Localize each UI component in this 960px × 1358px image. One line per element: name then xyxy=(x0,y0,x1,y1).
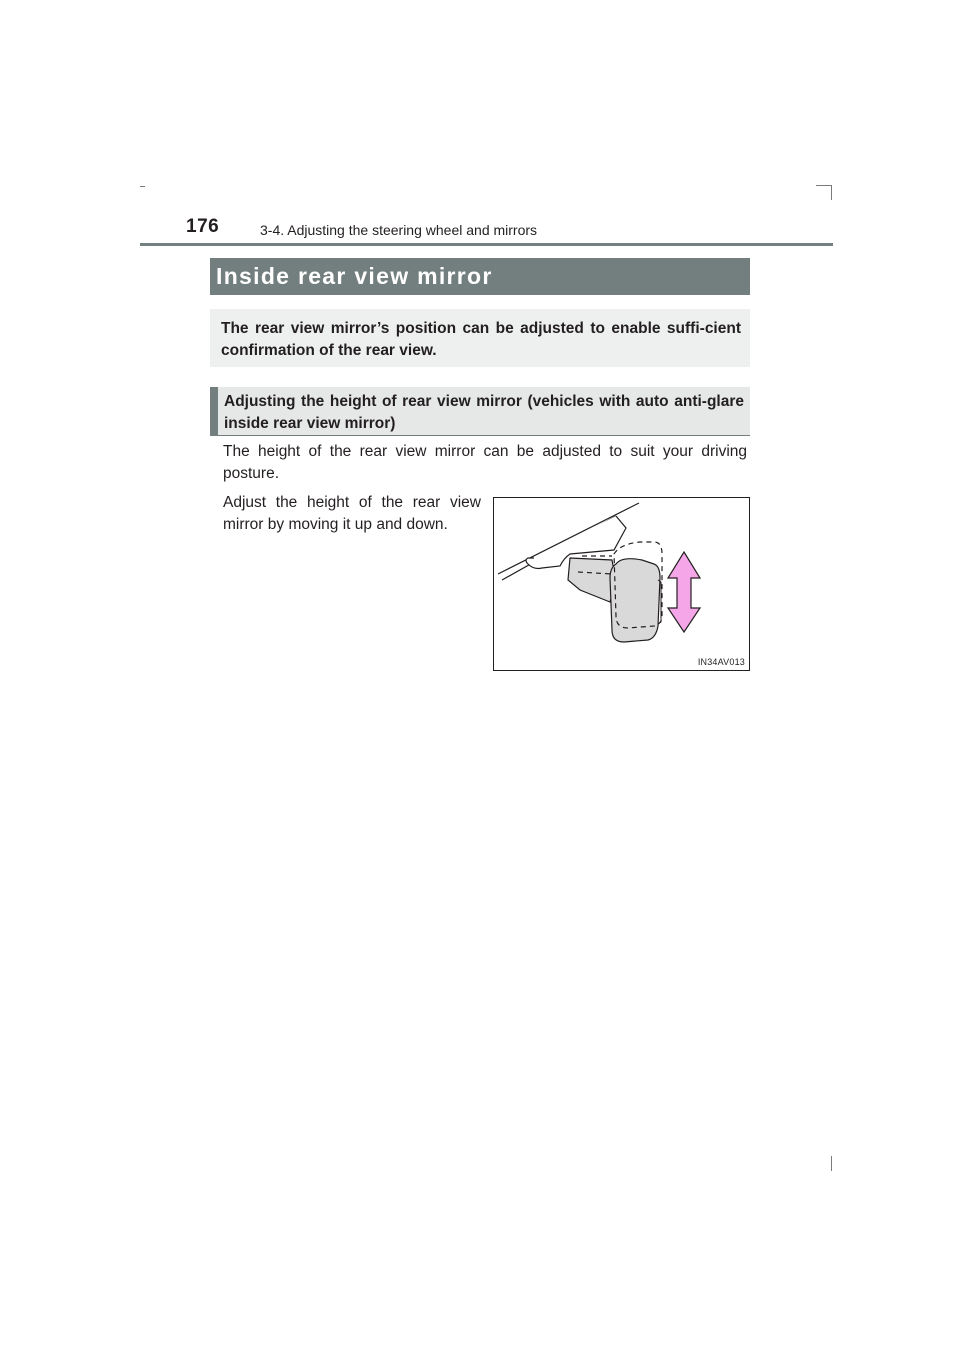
subsection-heading: Adjusting the height of rear view mirror (vehicles with auto anti-glare inside rear view mirror) xyxy=(210,387,750,436)
chapter-title: 3-4. Adjusting the steering wheel and mirrors xyxy=(260,222,538,238)
up-down-arrow xyxy=(668,552,700,632)
crop-mark xyxy=(140,186,145,187)
section-intro: The rear view mirror’s position can be adjusted to enable suffi-cient confirmation of the rear view. xyxy=(210,309,750,367)
crop-mark xyxy=(831,1156,832,1171)
paragraph: The height of the rear view mirror can be adjusted to suit your driving posture. xyxy=(223,443,747,482)
figure-code: IN34AV013 xyxy=(697,657,745,667)
paragraph: Adjust the height of the rear view mirror by moving it up and down. xyxy=(223,494,481,533)
section-title: Inside rear view mirror xyxy=(210,258,750,295)
crop-mark xyxy=(816,185,832,186)
page-number: 176 xyxy=(186,216,220,237)
mirror-body xyxy=(610,559,660,642)
mirror-stem xyxy=(568,558,616,602)
mirror-illustration xyxy=(493,497,750,671)
crop-mark xyxy=(831,185,832,200)
mirror-drawing xyxy=(494,498,750,671)
header-rule xyxy=(140,243,833,246)
